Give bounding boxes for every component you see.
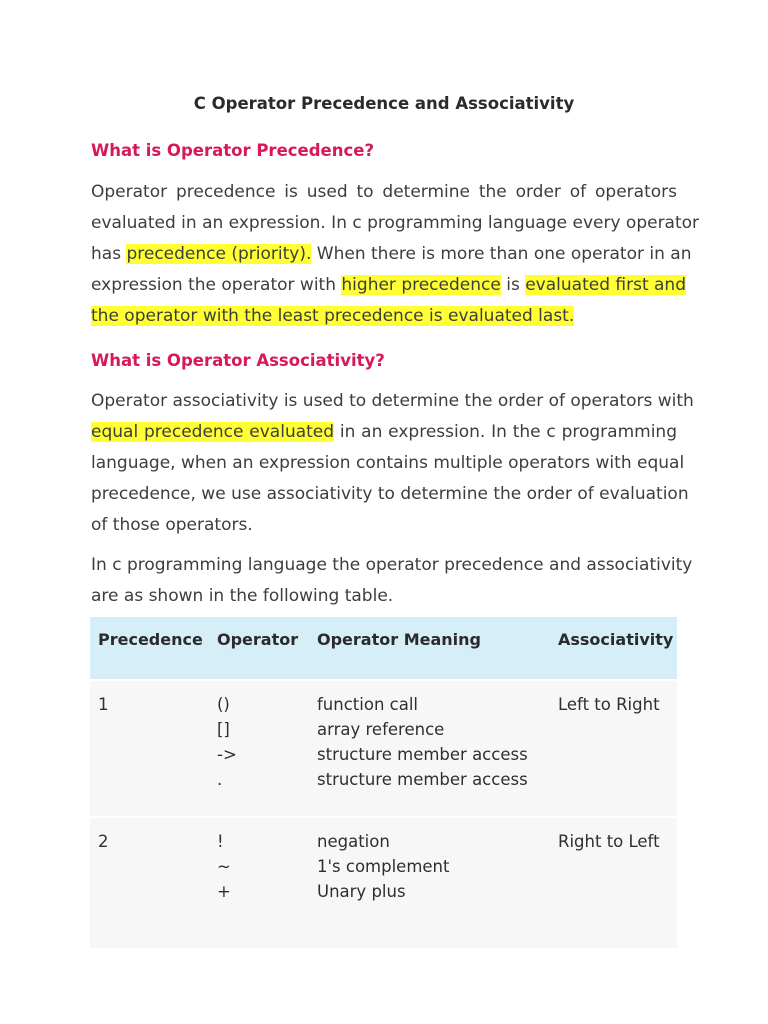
header-associativity: Associativity [558,630,674,649]
meaning-item: Unary plus [317,882,406,901]
text-run: Operator precedence is used to determine the order of operators [91,182,677,202]
header-operator: Operator [217,630,299,649]
operator-item: . [217,770,223,789]
meaning-item: 1's complement [317,857,450,876]
cell-associativity: Left to Right [558,695,660,714]
highlighted-text: equal precedence evaluated [91,422,335,442]
paragraph-line [91,417,677,448]
cell-meanings [317,692,528,792]
operator-item: -> [217,745,237,764]
text-run: are as shown in the following table. [91,586,394,606]
text-run: in an expression. In the c programming [334,422,677,442]
meaning-item: negation [317,832,390,851]
highlighted-text: higher precedence [341,275,501,295]
text-run: precedence, we use associativity to determine the order of evaluation [91,484,689,504]
paragraph-line [91,386,694,417]
paragraph-associativity [91,386,694,541]
operator-item: ! [217,832,224,851]
header-precedence: Precedence [98,630,203,649]
paragraph-line [91,270,686,301]
paragraph-line [91,550,693,581]
meaning-item: function call [317,695,418,714]
operator-item: () [217,695,230,714]
operator-item: + [217,882,231,901]
header-operator-meaning: Operator Meaning [317,630,481,649]
text-run: language, when an expression contains multiple operators with equal [91,453,685,473]
meaning-item: structure member access [317,770,528,789]
precedence-table [90,617,677,948]
text-run: has [91,244,127,264]
text-run: evaluated in an expression. In c programming language every operator [91,213,700,233]
text-run: In c programming language the operator precedence and associativity [91,555,693,575]
paragraph-line [91,177,677,208]
paragraph-line [91,208,700,239]
highlighted-text: evaluated first and [525,275,686,295]
highlighted-text: precedence (priority). [126,244,312,264]
table-row [90,816,677,948]
highlighted-text: the operator with the least precedence is evaluated last. [91,306,575,326]
table-row [90,679,677,816]
cell-associativity: Right to Left [558,832,660,851]
heading-operator-precedence: What is Operator Precedence? [91,141,375,160]
text-run: is [500,275,526,295]
paragraph-table-intro [91,550,693,612]
paragraph-line [91,479,689,510]
text-run: Operator associativity is used to determine the order of operators with [91,391,694,411]
cell-operators [217,692,237,792]
operator-item: [] [217,720,230,739]
text-run: When there is more than one operator in an [311,244,692,264]
cell-operators [217,829,231,904]
paragraph-precedence [91,177,700,332]
cell-precedence: 2 [98,832,109,851]
heading-operator-associativity: What is Operator Associativity? [91,351,385,370]
table-header-row [90,617,677,679]
paragraph-line [91,581,677,612]
page-title: C Operator Precedence and Associativity [193,94,575,113]
paragraph-line [91,239,692,270]
text-run: expression the operator with [91,275,342,295]
paragraph-line [91,510,677,541]
operator-item: ~ [217,857,231,876]
cell-meanings [317,829,449,904]
meaning-item: array reference [317,720,445,739]
paragraph-line [91,301,677,332]
paragraph-line [91,448,685,479]
meaning-item: structure member access [317,745,528,764]
text-run: of those operators. [91,515,253,535]
cell-precedence: 1 [98,695,109,714]
